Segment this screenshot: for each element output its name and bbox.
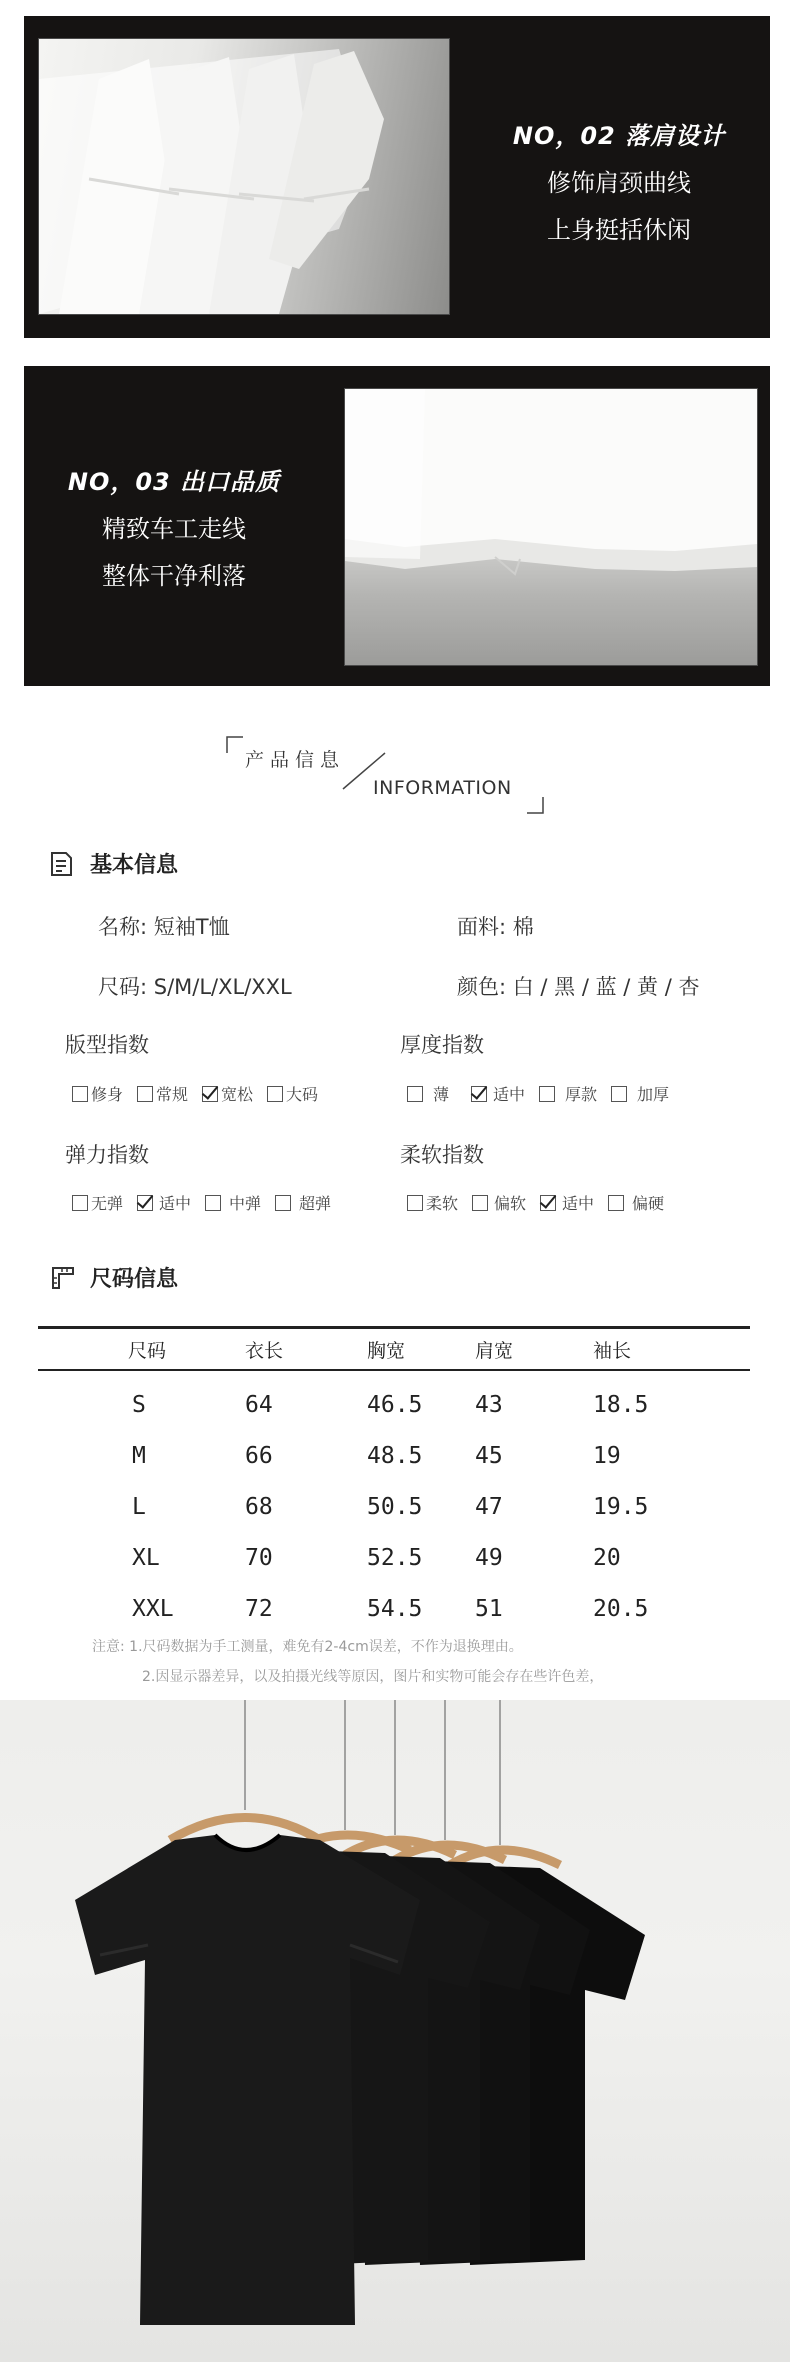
- cell-length: 68: [245, 1493, 273, 1520]
- cell-shoulder: 49: [475, 1544, 503, 1571]
- option-label: 大码: [286, 1085, 319, 1104]
- checkbox-icon: [407, 1195, 423, 1211]
- feature1-line-2: 上身挺括休闲: [547, 216, 691, 244]
- checkbox-icon: [472, 1195, 488, 1211]
- hanging-black-tshirts-illustration: [0, 1700, 790, 2362]
- option-label: 加厚: [637, 1085, 670, 1104]
- option-label: 偏软: [494, 1194, 527, 1213]
- elastic-index-title: 弹力指数: [65, 1143, 149, 1167]
- cell-chest: 48.5: [367, 1442, 423, 1469]
- option-label: 中弹: [229, 1194, 262, 1213]
- cell-size: M: [132, 1442, 146, 1469]
- cell-size: L: [132, 1493, 146, 1520]
- option-label: 常规: [156, 1085, 189, 1104]
- option-label: 宽松: [221, 1085, 254, 1104]
- table-row: [38, 1430, 750, 1481]
- product-colors: 颜色: 白 / 黑 / 蓝 / 黄 / 杏: [457, 975, 700, 999]
- info-heading-cn: 产品信息: [245, 749, 346, 771]
- white-tshirts-photo: [38, 38, 450, 315]
- cell-length: 66: [245, 1442, 273, 1469]
- checkbox-icon: [137, 1086, 153, 1102]
- ruler-icon: [50, 1265, 76, 1291]
- feature-banner-export-quality: [24, 366, 770, 686]
- size-info-title: 尺码信息: [90, 1267, 179, 1292]
- feature1-text: [504, 116, 734, 245]
- fit-option-loose[interactable]: [202, 1082, 253, 1105]
- size-note-2: 2.因显示器差异，以及拍摄光线等原因，图片和实物可能会存在些许色差，: [142, 1669, 604, 1685]
- fit-option-regular[interactable]: [137, 1082, 188, 1105]
- fit-option-plus[interactable]: [267, 1082, 318, 1105]
- cell-sleeve: 19: [593, 1442, 621, 1469]
- softness-option-soft[interactable]: [407, 1191, 458, 1214]
- cell-length: 70: [245, 1544, 273, 1571]
- header-shoulder: 肩宽: [475, 1339, 514, 1362]
- basic-info-title: 基本信息: [90, 853, 179, 878]
- info-heading: [225, 735, 545, 815]
- size-note-1: 注意: 1.尺码数据为手工测量，难免有2-4cm误差，不作为退换理由。: [92, 1639, 523, 1655]
- checkbox-icon: [72, 1086, 88, 1102]
- folded-shirts-illustration: [39, 39, 449, 314]
- thickness-index-options: [407, 1082, 683, 1105]
- cell-shoulder: 47: [475, 1493, 503, 1520]
- option-label: 适中: [159, 1194, 192, 1213]
- cell-chest: 50.5: [367, 1493, 423, 1520]
- fit-index-title: 版型指数: [65, 1033, 149, 1057]
- table-header-row: [38, 1329, 750, 1369]
- softness-index-title: 柔软指数: [400, 1143, 484, 1167]
- cell-sleeve: 20: [593, 1544, 621, 1571]
- softness-index-options: [407, 1191, 678, 1214]
- option-label: 薄: [433, 1085, 450, 1104]
- checkbox-icon: [72, 1195, 88, 1211]
- checkbox-checked-icon: [540, 1195, 556, 1211]
- cell-chest: 52.5: [367, 1544, 423, 1571]
- softness-option-stiff[interactable]: [608, 1191, 664, 1214]
- header-length: 衣长: [245, 1339, 284, 1362]
- thickness-option-extra-thick[interactable]: [611, 1082, 669, 1105]
- shirt-hem-photo: [344, 388, 758, 666]
- option-label: 无弹: [91, 1194, 124, 1213]
- checkbox-icon: [611, 1086, 627, 1102]
- header-sleeve: 袖长: [593, 1339, 632, 1362]
- option-label: 适中: [493, 1085, 526, 1104]
- fit-index-options: [72, 1082, 332, 1105]
- checkbox-icon: [407, 1086, 423, 1102]
- softness-option-medium[interactable]: [540, 1191, 594, 1214]
- elastic-index-options: [72, 1191, 345, 1214]
- feature1-line-1: 修饰肩颈曲线: [547, 169, 691, 197]
- cell-length: 64: [245, 1391, 273, 1418]
- header-size: 尺码: [128, 1339, 167, 1362]
- feature2-line-1: 精致车工走线: [102, 515, 246, 543]
- feature2-text: [64, 462, 284, 591]
- product-name: 名称: 短袖T恤: [98, 915, 230, 939]
- cell-size: S: [132, 1391, 146, 1418]
- product-sizes: 尺码: S/M/L/XL/XXL: [98, 975, 292, 999]
- cell-chest: 54.5: [367, 1595, 423, 1622]
- feature2-title: NO，03 出口品质: [67, 468, 281, 496]
- cell-sleeve: 19.5: [593, 1493, 649, 1520]
- shirt-hem-illustration: [345, 389, 757, 665]
- checkbox-icon: [539, 1086, 555, 1102]
- option-label: 厚款: [565, 1085, 598, 1104]
- cell-chest: 46.5: [367, 1391, 423, 1418]
- option-label: 偏硬: [632, 1194, 665, 1213]
- table-body: [38, 1371, 750, 1634]
- feature2-line-2: 整体干净利落: [102, 562, 246, 590]
- checkbox-icon: [275, 1195, 291, 1211]
- thickness-index-title: 厚度指数: [400, 1033, 484, 1057]
- cell-sleeve: 20.5: [593, 1595, 649, 1622]
- elastic-option-medium[interactable]: [137, 1191, 191, 1214]
- cell-shoulder: 45: [475, 1442, 503, 1469]
- softness-option-softish[interactable]: [472, 1191, 526, 1214]
- table-row: [38, 1481, 750, 1532]
- info-heading-en: INFORMATION: [373, 777, 512, 799]
- feature-banner-drop-shoulder: [24, 16, 770, 338]
- cell-shoulder: 51: [475, 1595, 503, 1622]
- fit-option-slim[interactable]: [72, 1082, 123, 1105]
- thickness-option-medium[interactable]: [471, 1082, 525, 1105]
- product-fabric: 面料: 棉: [457, 915, 534, 939]
- document-icon: [50, 851, 74, 877]
- cell-shoulder: 43: [475, 1391, 503, 1418]
- thickness-option-thin[interactable]: [407, 1082, 449, 1105]
- checkbox-icon: [205, 1195, 221, 1211]
- black-tshirts-photo: [0, 1700, 790, 2362]
- option-label: 超弹: [299, 1194, 332, 1213]
- table-row: [38, 1583, 750, 1634]
- cell-size: XXL: [132, 1595, 174, 1622]
- option-label: 修身: [91, 1085, 124, 1104]
- elastic-option-super[interactable]: [275, 1191, 331, 1214]
- option-label: 柔软: [426, 1194, 459, 1213]
- checkbox-icon: [608, 1195, 624, 1211]
- elastic-option-mid[interactable]: [205, 1191, 261, 1214]
- cell-length: 72: [245, 1595, 273, 1622]
- checkbox-checked-icon: [471, 1086, 487, 1102]
- option-label: 适中: [562, 1194, 595, 1213]
- checkbox-icon: [267, 1086, 283, 1102]
- header-chest: 胸宽: [367, 1339, 406, 1362]
- elastic-option-none[interactable]: [72, 1191, 123, 1214]
- table-row: [38, 1532, 750, 1583]
- checkbox-checked-icon: [202, 1086, 218, 1102]
- table-row: [38, 1379, 750, 1430]
- size-table: [38, 1326, 750, 1634]
- thickness-option-thick[interactable]: [539, 1082, 597, 1105]
- cell-size: XL: [132, 1544, 160, 1571]
- checkbox-checked-icon: [137, 1195, 153, 1211]
- cell-sleeve: 18.5: [593, 1391, 649, 1418]
- feature1-title: NO，02 落肩设计: [512, 122, 726, 150]
